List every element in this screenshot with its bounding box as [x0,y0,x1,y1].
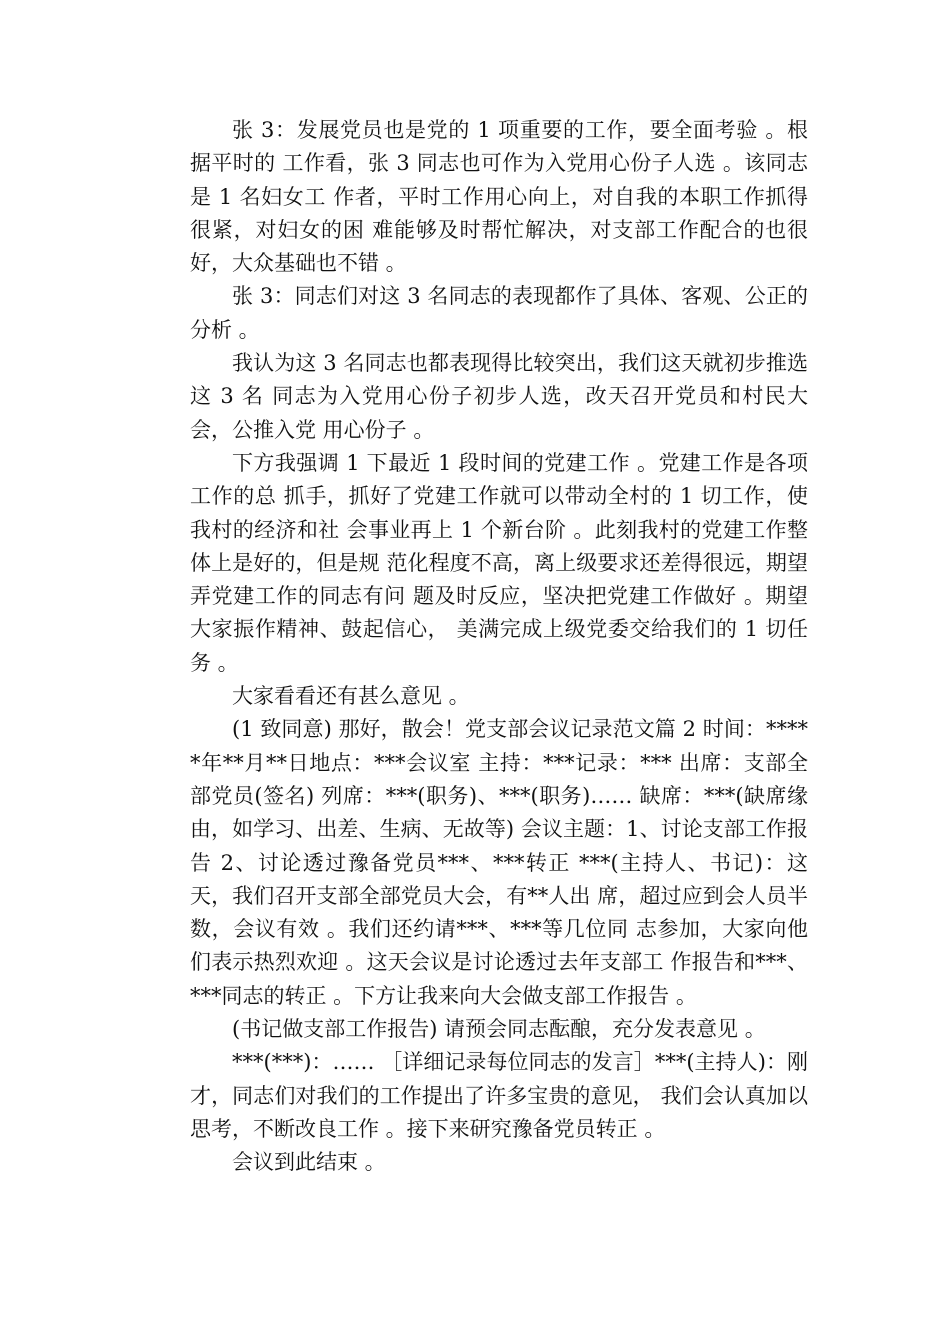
document-body [190,114,808,1180]
paragraph: ***(***)：…… ［详细记录每位同志的发言］***(主持人)：刚才，同志们对我们的工作提出了许多宝贵的意见， 我们会认真加以思考，不断改良工作 。接下来研究豫备党员转正 。 [190,1050,808,1141]
paragraph: 会议到此结束 。 [232,1150,386,1175]
paragraph: 张 3：发展党员也是党的 1 项重要的工作，要全面考验 。根据平时的 工作看，张 3 同志也可作为入党用心份子人选 。该同志是 1 名妇女工 作者，平时工作用心向上，对自我的本职工作抓得很紧，对妇女的困 难能够及时帮忙解决，对支部工作配合的也很好，大众基础也不错 。 [190,118,808,276]
paragraph: 大家看看还有甚么意见 。 [232,684,470,709]
paragraph: (书记做支部工作报告) 请预会同志酝酿，充分发表意见 。 [232,1017,766,1042]
paragraph: 我认为这 3 名同志也都表现得比较突出，我们这天就初步推选这 3 名 同志为入党用心份子初步人选，改天召开党员和村民大会，公推入党 用心份子 。 [190,351,808,442]
paragraph: 下方我强调 1 下最近 1 段时间的党建工作 。党建工作是各项工作的总 抓手，抓好了党建工作就可以带动全村的 1 切工作，使我村的经济和社 会事业再上 1 个新台阶 。此刻我村的党建工作整体上是好的，但是规 范化程度不高，离上级要求还差得很远，期望弄党建工作的同志有问 题及时反应，坚决把党建工作做好 。期望大家振作精神、鼓起信心， 美满完成上级党委交给我们的 1 切任务 。 [190,450,808,675]
paragraph: 张 3：同志们对这 3 名同志的表现都作了具体、客观、公正的分析 。 [190,284,808,342]
paragraph: (1 致同意) 那好，散会！党支部会议记录范文篇 2 时间：*****年**月**日地点：***会议室 主持：***记录：*** 出席：支部全部党员(签名) 列席：***(职务)、***(职务)…… 缺席：***(缺席缘由，如学习、出差、生病、无故等) 会议主题：1、讨论支部工作报告 2、讨论透过豫备党员***、***转正 ***(主持人、书记)：这天，我们召开支部全部党员大会，有**人出 席，超过应到会人员半数，会议有效 。我们还约请***、***等几位同 志参加，大家向他们表示热烈欢迎 。这天会议是讨论透过去年支部工 作报告和***、***同志的转正 。下方让我来向大会做支部工作报告 。 [190,717,808,1008]
